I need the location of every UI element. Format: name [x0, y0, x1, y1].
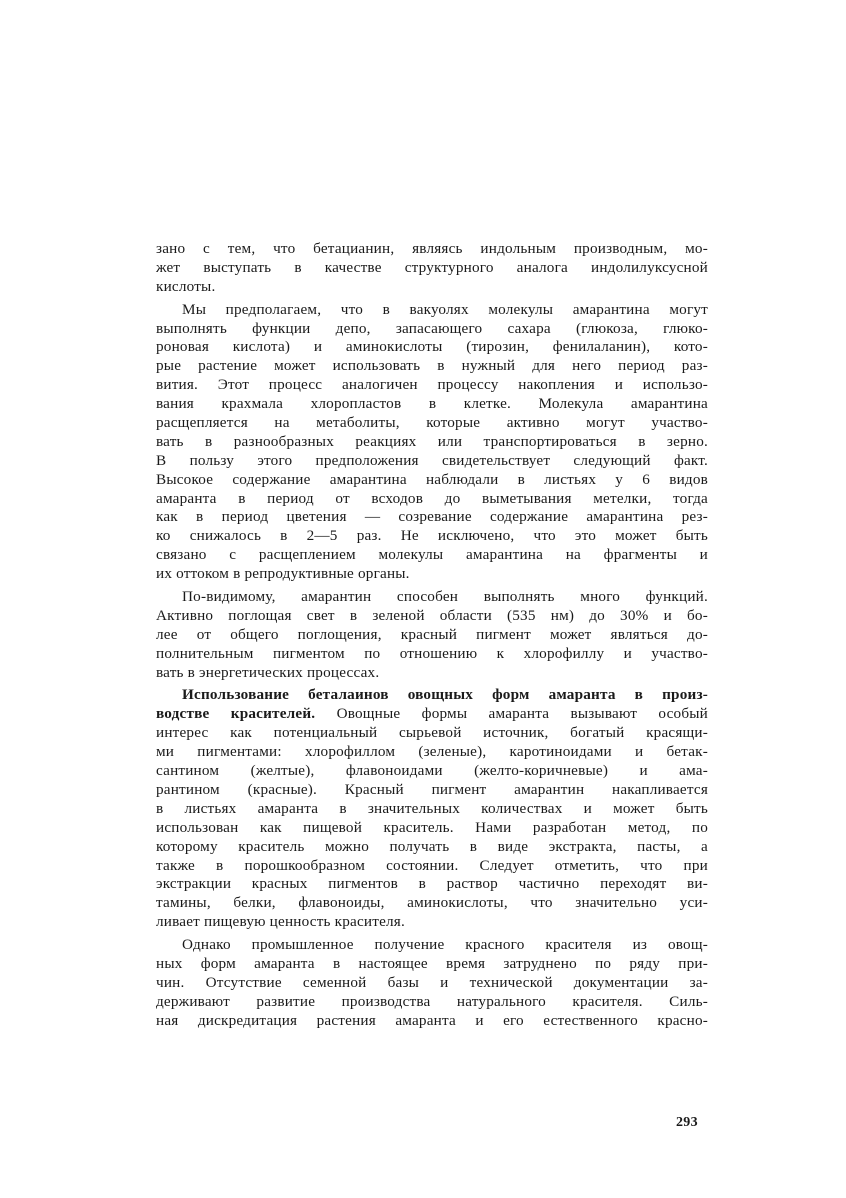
text-line: вать в энергетических процессах.: [156, 663, 380, 681]
text-line: вать в разнообразных реакциях или транспортироваться в зерно.: [156, 432, 708, 450]
section-heading-line: водстве красителей.: [156, 705, 316, 723]
text-line: жет выступать в качестве структурного аналога индолилуксусной: [156, 258, 708, 276]
paragraph-5: [156, 936, 708, 1030]
text-line: вития. Этот процесс аналогичен процессу накопления и использо-: [156, 376, 708, 394]
text-line: ливает пищевую ценность красителя.: [156, 913, 405, 931]
text-line: лее от общего поглощения, красный пигмент может являться до-: [156, 625, 708, 643]
text-line: зано с тем, что бетацианин, являясь индольным производным, мо-: [156, 240, 708, 257]
text-line: Мы предполагаем, что в вакуолях молекулы амарантина могут: [182, 300, 708, 318]
text-line: как в период цветения — созревание содержание амарантина рез-: [156, 508, 708, 526]
text-line: также в порошкообразном состоянии. Следует отметить, что при: [156, 856, 708, 874]
text-line: рые растение может использовать в нужный для него период раз-: [156, 357, 708, 375]
text-line: чин. Отсутствие семенной базы и технической документации за-: [156, 973, 708, 991]
text-line: экстракции красных пигментов в раствор частично переходят ви-: [156, 875, 708, 893]
text-run: Овощные формы амаранта вызывают особый: [336, 705, 708, 723]
text-line: Однако промышленное получение красного красителя из овощ-: [182, 936, 708, 954]
text-line: [156, 705, 708, 724]
text-line: использован как пищевой краситель. Нами разработан метод, по: [156, 818, 708, 836]
page-number: 293: [676, 1115, 698, 1130]
paragraph-2: [156, 301, 708, 584]
text-line: вания крахмала хлоропластов в клетке. Молекула амарантина: [156, 395, 708, 413]
body-text: [156, 240, 708, 1031]
text-line: амаранта в период от всходов до выметывания метелки, тогда: [156, 489, 708, 507]
text-line: полнительным пигментом по отношению к хлорофиллу и участво-: [156, 644, 708, 662]
text-line: роновая кислота) и аминокислоты (тирозин, фенилаланин), кото-: [156, 338, 708, 356]
text-line: в листьях амаранта в значительных количествах и может быть: [156, 799, 708, 817]
text-line: Высокое содержание амарантина наблюдали в листьях у 6 видов: [156, 470, 708, 488]
text-line: В пользу этого предположения свидетельствует следующий факт.: [156, 451, 708, 469]
text-line: которому краситель можно получать в виде экстракта, пасты, а: [156, 837, 708, 855]
text-line: их оттоком в репродуктивные органы.: [156, 565, 410, 583]
text-line: держивают развитие производства натурального красителя. Силь-: [156, 992, 708, 1010]
text-line: сантином (желтые), флавоноидами (желто-коричневые) и ама-: [156, 762, 708, 780]
text-line: ная дискредитация растения амаранта и его естественного красно-: [156, 1011, 708, 1029]
text-line: ми пигментами: хлорофиллом (зеленые), каротиноидами и бетак-: [156, 743, 708, 761]
text-line: выполнять функции депо, запасающего сахара (глюкоза, глюко-: [156, 319, 708, 337]
text-line: тамины, белки, флавоноиды, аминокислоты, что значительно уси-: [156, 894, 708, 912]
text-line: ных форм амаранта в настоящее время затруднено по ряду при-: [156, 954, 708, 972]
text-line: кислоты.: [156, 277, 216, 295]
paragraph-4: [156, 686, 708, 932]
text-line: расщепляется на метаболиты, которые активно могут участво-: [156, 414, 708, 432]
paragraph-1: [156, 240, 708, 297]
paragraph-3: [156, 588, 708, 682]
text-line: По-видимому, амарантин способен выполнять много функций.: [182, 588, 708, 606]
text-line: ко снижалось в 2—5 раз. Не исключено, что это может быть: [156, 527, 708, 545]
text-line: связано с расщеплением молекулы амарантина на фрагменты и: [156, 546, 708, 564]
text-line: Активно поглощая свет в зеленой области (535 нм) до 30% и бо-: [156, 606, 708, 624]
text-line: рантином (красные). Красный пигмент амарантин накапливается: [156, 780, 708, 798]
section-heading-line: Использование беталаинов овощных форм амаранта в произ-: [182, 686, 708, 704]
text-line: интерес как потенциальный сырьевой источник, богатый красящи-: [156, 724, 708, 742]
